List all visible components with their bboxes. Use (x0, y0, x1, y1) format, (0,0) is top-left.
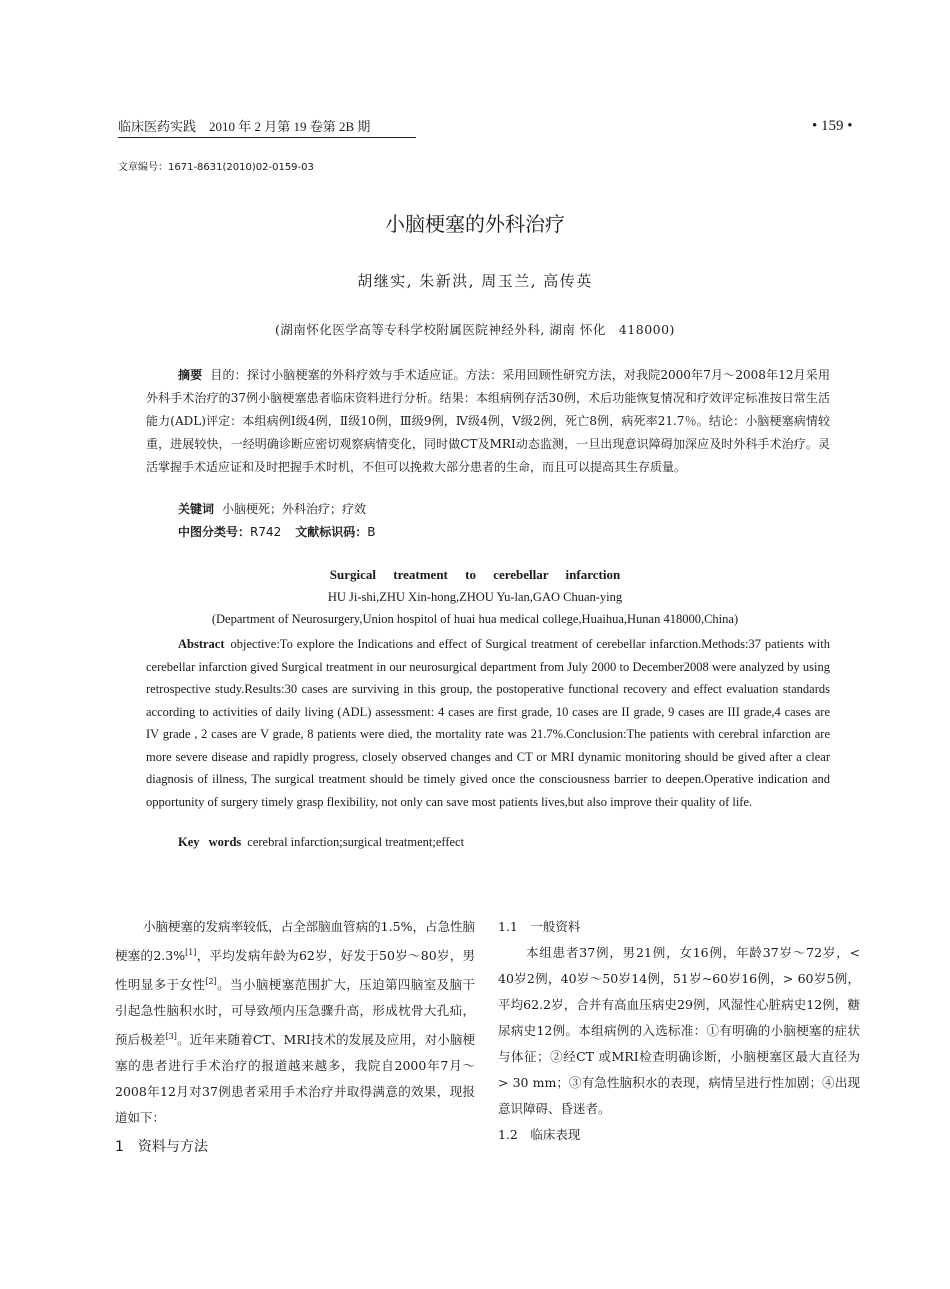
keywords-cn (178, 500, 366, 517)
article-title-cn: 小脑梗塞的外科治疗 (385, 212, 565, 236)
citation-ref-3: [3] (165, 1032, 177, 1042)
article-title-en: Surgical treatment to cerebellar infarction (329, 567, 621, 582)
article-number: 文章编号：1671-8631(2010)02-0159-03 (118, 162, 314, 173)
classification-line (178, 523, 376, 540)
authors-en: HU Ji-shi,ZHU Xin-hong,ZHOU Yu-lan,GAO Chuan-ying (327, 590, 623, 604)
intro-text-2: ，平均发病年龄为62岁，好发于50岁～80岁，男性明显多于女性 (115, 948, 475, 993)
affiliation-en: (Department of Neurosurgery,Union hospitol of huai hua medical college,Huaihua,Hunan 418000,China) (211, 612, 739, 626)
intro-text-1: 小脑梗塞的发病率较低，占全部脑血管病的1.5%，占急性脑梗塞的2.3% (115, 919, 475, 964)
intro-text-3: 。当小脑梗塞范围扩大，压迫第四脑室及脑干引起急性脑积水时，可导致颅内压急骤升高，形成枕骨大孔疝，预后极差 (115, 977, 475, 1048)
keywords-en-label: Key words (178, 835, 242, 849)
doc-code-value: B (367, 525, 376, 539)
abstract-en-label: Abstract (178, 637, 225, 651)
subsection-heading-1-2: 1.2 临床表现 (498, 1127, 581, 1142)
authors-cn: 胡继实, 朱新洪, 周玉兰, 高传英 (357, 272, 593, 290)
affiliation-cn: (湖南怀化医学高等专科学校附属医院神经外科, 湖南 怀化 418000) (275, 322, 675, 337)
general-data-paragraph: 本组患者37例，男21例，女16例，年龄37岁～72岁，< 40岁2例，40岁～50岁14例，51岁~60岁16例，> 60岁5例，平均62.2岁，合并有高血压病史29例，风湿性心脏病史12例，糖尿病史12例。本组病例的入选标准：①有明确的小脑梗塞的症状与体征；②经CT 或MRI检查明确诊断，小脑梗塞区最大直径为 > 30 mm；③有急性脑积水的表现，病情呈进行性加剧；④出现意识障碍、昏迷者。 (498, 945, 860, 1116)
page-number: • 159 • (812, 118, 853, 134)
citation-ref-1: [1] (185, 948, 197, 957)
keywords-cn-label: 关键词 (178, 502, 215, 516)
abstract-cn-label: 摘要 (178, 368, 203, 382)
body-left-column (115, 914, 475, 1131)
keywords-en (178, 835, 464, 850)
running-header: 临床医药实践 2010 年 2 月第 19 卷第 2B 期 (118, 116, 416, 138)
body-right-column (498, 914, 860, 1148)
intro-text-4: 。近年来随着CT、MRI技术的发展及应用，对小脑梗塞的患者进行手术治疗的报道越来越多，我院自2000年7月～2008年12月对37例患者采用手术治疗并取得满意的效果，现报道如下： (115, 1032, 475, 1126)
clc-value: R742 (250, 525, 282, 539)
subsection-heading-1-1: 1.1 一般资料 (498, 919, 581, 934)
clc-label: 中图分类号： (178, 525, 251, 539)
intro-paragraph (115, 914, 475, 1131)
abstract-en (146, 633, 830, 813)
section-heading-1: 1 资料与方法 (115, 1139, 208, 1155)
abstract-cn-text: 目的：探讨小脑梗塞的外科疗效与手术适应证。方法：采用回顾性研究方法，对我院2000年7月～2008年12月采用外科手术治疗的37例小脑梗塞患者临床资料进行分析。结果：本组病例存活30例，术后功能恢复情况和疗效评定标准按日常生活能力(ADL)评定：本组病例Ⅰ级4例，Ⅱ级10例，Ⅲ级9例，Ⅳ级4例，Ⅴ级2例，死亡8例，病死率21.7％。结论：小脑梗塞病情较重，进展较快，一经明确诊断应密切观察病情变化，同时做CT及MRI动态监测，一旦出现意识障碍加深应及时外科手术治疗。灵活掌握手术适应证和及时把握手术时机，不但可以挽救大部分患者的生命，而且可以提高其生存质量。 (146, 368, 830, 474)
abstract-en-text: objective:To explore the Indications and effect of Surgical treatment of cerebellar infarction.Methods:37 patients with cerebellar infarction gived Surgical treatment in our neurosurgical department from July 2000 to December2008 were analyzed by using retrospective study.Results:30 cases are surviving in this group, the postoperative functional recovery and effect evaluation standards according to activities of daily living (ADL) assessment: 4 cases are first grade, 10 cases are II grade, 9 cases are III grade,4 cases are IV grade , 2 cases are V grade, 8 patients were died, the mortality rate was 21.7%.Conclusion:The patients with cerebral infarction are more severe disease and rapidly progress, closely observed changes and CT or MRI dynamic monitoring should be gived after a clear diagnosis of illness, The surgical treatment should be timely gived once the consciousness barrier to deepen.Operative indication and opportunity of surgery timely grasp flexibility, not only can save most patients lives,but also improve their quality of life. (146, 637, 830, 809)
keywords-cn-text: 小脑梗死；外科治疗；疗效 (222, 502, 367, 516)
doc-code-label: 文献标识码： (295, 525, 368, 539)
keywords-en-text: cerebral infarction;surgical treatment;effect (247, 835, 465, 849)
citation-ref-2: [2] (205, 977, 217, 987)
abstract-cn (146, 364, 830, 479)
